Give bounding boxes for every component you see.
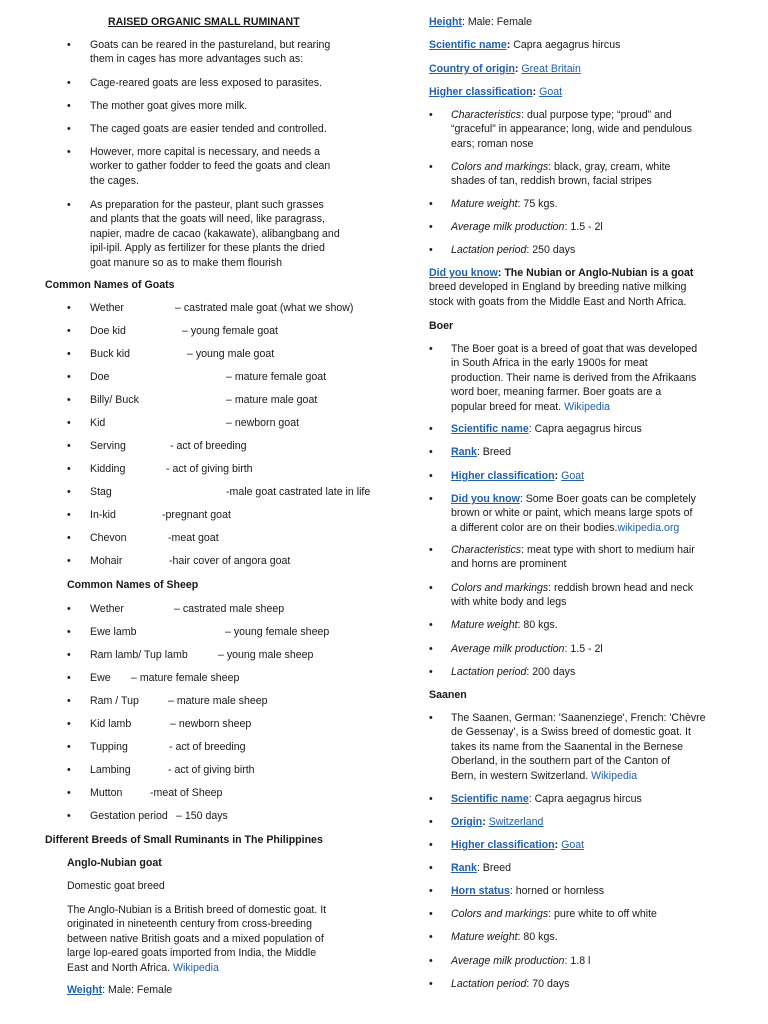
bullet-text <box>90 301 354 315</box>
anglo-nubian-description <box>67 903 326 975</box>
term: Doe <box>90 371 110 383</box>
term: In-kid <box>90 509 116 521</box>
anglo-did-you-know <box>429 266 693 309</box>
anglo-weight-row: Weight: Male: Female <box>67 984 173 996</box>
bullet-text <box>451 108 692 151</box>
bullet-text <box>451 445 511 459</box>
bullet-text <box>90 324 279 338</box>
bullet-text <box>90 694 268 708</box>
text: The Saanen, German: 'Saanenziege', French: 'Chèvre <box>451 712 706 724</box>
definition: – mature female sheep <box>131 672 240 684</box>
bullet-dot: • <box>429 666 433 678</box>
text-line: ears; roman nose <box>451 137 534 150</box>
horn-status-value: : horned or hornless <box>509 885 605 897</box>
scientific-name-link[interactable]: Scientific name <box>429 39 507 51</box>
bullet-dot: • <box>429 712 433 724</box>
bullet-text <box>90 671 240 685</box>
bullet-dot: • <box>67 123 71 135</box>
text-line <box>451 740 706 754</box>
text-line <box>67 932 326 946</box>
bullet-text <box>90 809 228 823</box>
text: popular breed for meat. <box>451 400 562 413</box>
wikipedia-link[interactable]: Wikipedia <box>173 961 219 974</box>
bullet-dot: • <box>67 718 71 730</box>
wikipedia-org-link[interactable]: wikipedia.org <box>617 521 680 534</box>
property-value: : 75 kgs. <box>517 198 558 210</box>
definition: – 150 days <box>176 810 228 822</box>
bullet-text <box>451 543 695 572</box>
bullet-text <box>90 38 330 67</box>
text-line <box>451 356 697 370</box>
bullet-dot: • <box>67 100 71 112</box>
property-value: : reddish brown head and neck <box>548 582 694 594</box>
bullet-dot: • <box>67 649 71 661</box>
text-line <box>451 371 697 385</box>
text-line: them in cages has more advantages such as: <box>90 53 304 66</box>
bullet-dot: • <box>429 978 433 990</box>
bullet-dot: • <box>67 672 71 684</box>
origin-value-link[interactable]: Switzerland <box>488 816 544 828</box>
text-line <box>451 725 706 739</box>
bullet-dot: • <box>67 302 71 314</box>
bullet-dot: • <box>429 816 433 828</box>
text: : Some Boer goats can be completely <box>519 493 696 505</box>
property-label: Colors and markings <box>451 908 549 920</box>
wikipedia-link[interactable]: Wikipedia <box>591 769 638 782</box>
sheep-names-heading: Common Names of Sheep <box>67 579 199 591</box>
bullet-text <box>451 977 569 991</box>
anglo-nubian-subheading: Domestic goat breed <box>67 880 165 892</box>
bullet-text <box>451 469 584 483</box>
property-label: Average milk production <box>451 643 565 655</box>
bullet-dot: • <box>67 509 71 521</box>
goat-link[interactable]: Goat <box>539 86 563 98</box>
property-label: Lactation period <box>451 978 527 990</box>
bullet-text <box>90 485 371 499</box>
bullet-text <box>90 99 247 113</box>
text-line: ipil-ipil. Apply as fertilizer for these plants the dried <box>90 242 325 255</box>
bullet-text <box>451 907 657 921</box>
text-line: Goats can be reared in the pastureland, but rearing <box>90 39 331 51</box>
term: Kid <box>90 417 106 429</box>
text-line: napier, madre de cacao (kakawate), alibangbang and <box>90 227 340 240</box>
text-line <box>429 295 693 309</box>
height-value: Male: Female <box>467 16 533 28</box>
text-line <box>67 903 326 917</box>
property-label: Mature weight <box>451 198 518 210</box>
property-value: : 250 days <box>526 244 576 256</box>
property-value: : 80 kgs. <box>517 619 558 631</box>
did-you-know-link[interactable]: Did you know <box>451 493 520 505</box>
bullet-text <box>90 416 300 430</box>
bullet-dot: • <box>429 343 433 355</box>
text: de Gessenay', is a Swiss breed of domestic goat. It <box>451 726 691 739</box>
bullet-text <box>90 370 327 384</box>
text: takes its name from the Saanental in the Bernese <box>451 740 684 753</box>
bullet-text <box>451 492 696 535</box>
text: The Boer goat is a breed of goat that was developed <box>451 343 698 355</box>
bullet-text <box>90 602 285 616</box>
text-line <box>451 506 696 520</box>
bullet-text <box>451 160 670 189</box>
bullet-dot: • <box>429 862 433 874</box>
higher-classification-link[interactable]: Higher classification <box>451 839 555 851</box>
bullet-text <box>451 220 603 234</box>
rank-link[interactable]: Rank <box>451 446 477 458</box>
term: Ram lamb/ Tup lamb <box>90 649 188 661</box>
definition: – mature male sheep <box>168 695 268 707</box>
definition: – newborn goat <box>226 417 300 429</box>
term: Mutton <box>90 787 123 799</box>
bullet-text <box>90 439 247 453</box>
definition: – castrated male sheep <box>174 603 285 615</box>
property-value: : 200 days <box>526 666 576 678</box>
text: : The Nubian or Anglo-Nubian is a goat <box>497 267 694 279</box>
bullet-dot: • <box>67 440 71 452</box>
definition: -hair cover of angora goat <box>169 555 291 567</box>
bullet-dot: • <box>67 146 71 158</box>
text-line <box>429 266 693 280</box>
saanen-heading: Saanen <box>429 689 467 701</box>
text: Bern, in western Switzerland. <box>451 769 589 782</box>
bullet-text <box>90 531 219 545</box>
bullet-text <box>90 347 275 361</box>
breeds-heading: Different Breeds of Small Ruminants in The Philippines <box>45 834 323 846</box>
bullet-text <box>90 145 330 188</box>
bullet-dot: • <box>429 109 433 121</box>
anglo-height-row: Height: Male: Female <box>429 16 533 28</box>
bullet-text <box>90 717 252 731</box>
bullet-dot: • <box>67 626 71 638</box>
definition: – young male sheep <box>218 649 314 661</box>
property-label: Colors and markings <box>451 161 549 173</box>
horn-status-link[interactable]: Horn status <box>451 885 510 897</box>
bullet-text <box>90 508 231 522</box>
bullet-dot: • <box>429 582 433 594</box>
term: Buck kid <box>90 348 131 360</box>
term: Kidding <box>90 463 126 475</box>
property-value: : 80 kgs. <box>517 931 558 943</box>
definition: – young male goat <box>187 348 275 360</box>
property-value: : 1.5 - 2l <box>564 221 603 233</box>
bullet-dot: • <box>429 244 433 256</box>
text-line: The caged goats are easier tended and controlled. <box>90 123 327 135</box>
text: a different color are on their bodies. <box>451 521 618 534</box>
bullet-text <box>451 342 697 414</box>
property-label: Colors and markings <box>451 582 549 594</box>
boer-heading: Boer <box>429 320 454 332</box>
property-value: : pure white to off white <box>548 908 657 920</box>
property-label: Lactation period <box>451 666 527 678</box>
bullet-dot: • <box>67 603 71 615</box>
text-line <box>451 754 706 768</box>
scientific-name-link[interactable]: Scientific name <box>451 793 529 805</box>
text-line: “graceful” in appearance; long, wide and pendulous <box>451 123 692 136</box>
bullet-dot: • <box>67 532 71 544</box>
text-line <box>67 917 326 931</box>
definition: -meat goat <box>168 532 219 544</box>
text: between native British goats and a mixed population of <box>67 932 324 945</box>
text: stock with goats from the Middle East and North Africa. <box>429 295 687 308</box>
property-value: : meat type with short to medium hair <box>521 544 695 556</box>
property-label: Average milk production <box>451 221 565 233</box>
bullet-dot: • <box>429 221 433 233</box>
property-value: : dual purpose type; “proud” and <box>521 109 672 121</box>
weight-link[interactable]: Weight <box>67 984 103 996</box>
weight-value: Male: Female <box>108 984 173 996</box>
bullet-dot: • <box>429 493 433 505</box>
bullet-dot: • <box>429 643 433 655</box>
text-line: Cage-reared goats are less exposed to parasites. <box>90 77 323 89</box>
term: Chevon <box>90 532 127 544</box>
bullet-text <box>90 462 253 476</box>
text-line: As preparation for the pasteur, plant such grasses <box>90 199 324 211</box>
bullet-dot: • <box>429 470 433 482</box>
bullet-dot: • <box>429 931 433 943</box>
text-line <box>451 385 697 399</box>
term: Doe kid <box>90 325 126 337</box>
term: Serving <box>90 440 126 452</box>
term: Billy/ Buck <box>90 394 139 406</box>
bullet-text <box>451 642 603 656</box>
scientific-name-value: Capra aegagrus hircus <box>513 39 621 51</box>
property-label: Characteristics <box>451 544 522 556</box>
term: Gestation period <box>90 810 168 822</box>
height-link[interactable]: Height <box>429 16 462 28</box>
rank-value: : Breed <box>476 862 512 874</box>
bullet-text <box>90 625 330 639</box>
bullet-dot: • <box>429 446 433 458</box>
bullet-dot: • <box>67 348 71 360</box>
bullet-text <box>451 838 584 852</box>
term: Wether <box>90 603 124 615</box>
text: in South Africa in the early 1900s for meat <box>451 357 648 370</box>
bullet-dot: • <box>67 325 71 337</box>
definition: – mature female goat <box>226 371 327 383</box>
definition: -male goat castrated late in life <box>226 486 371 498</box>
bullet-text <box>90 740 246 754</box>
bullet-dot: • <box>67 371 71 383</box>
text: East and North Africa. <box>67 961 171 974</box>
bullet-dot: • <box>67 417 71 429</box>
great-britain-link[interactable]: Great Britain <box>521 63 581 75</box>
did-you-know-link[interactable]: Did you know <box>429 267 498 279</box>
higher-classification-link[interactable]: Higher classification <box>451 470 555 482</box>
property-value: : 1.5 - 2l <box>564 643 603 655</box>
text-line <box>67 946 326 960</box>
bullet-dot: • <box>429 619 433 631</box>
text-line: the cages. <box>90 174 139 187</box>
bullet-text <box>451 422 642 436</box>
term: Stag <box>90 486 112 498</box>
bullet-text <box>451 618 558 632</box>
higher-classification-link[interactable]: Higher classification <box>429 86 533 98</box>
property-label: Lactation period <box>451 244 527 256</box>
text-line: and plants that the goats will need, like paragrass, <box>90 213 325 226</box>
text-line: shades of tan, reddish brown, facial stripes <box>451 175 652 188</box>
text-line <box>429 280 693 294</box>
term: Tupping <box>90 741 128 753</box>
bullet-dot: • <box>67 463 71 475</box>
text-line: and horns are prominent <box>451 558 567 571</box>
bullet-text <box>90 554 291 568</box>
rank-value: : Breed <box>476 446 512 458</box>
text-line: The mother goat gives more milk. <box>90 100 248 112</box>
bullet-text <box>451 665 575 679</box>
bullet-dot: • <box>429 793 433 805</box>
bullet-dot: • <box>429 908 433 920</box>
term: Kid lamb <box>90 718 132 730</box>
term: Mohair <box>90 555 123 567</box>
country-of-origin-link[interactable]: Country of origin <box>429 63 515 75</box>
term: Ewe lamb <box>90 626 137 638</box>
bullet-dot: • <box>67 555 71 567</box>
bullet-text <box>451 792 642 806</box>
page-title: RAISED ORGANIC SMALL RUMINANT <box>108 16 300 28</box>
text: brown or white or paint, which means large spots of <box>451 507 693 520</box>
bullet-dot: • <box>429 885 433 897</box>
bullet-dot: • <box>429 161 433 173</box>
bullet-dot: • <box>67 394 71 406</box>
definition: – young female goat <box>182 325 279 337</box>
bullet-text <box>451 884 604 898</box>
bullet-text <box>451 197 558 211</box>
anglo-origin-row: Country of origin: Great Britain <box>429 63 581 75</box>
higher-classification-value-link[interactable]: Goat <box>561 470 585 482</box>
definition: - act of giving birth <box>168 764 255 776</box>
text: originated in nineteenth century from cross-breeding <box>67 918 312 931</box>
rank-link[interactable]: Rank <box>451 862 477 874</box>
bullet-text <box>451 861 511 875</box>
anglo-classification-row: Higher classification: Goat <box>429 86 563 98</box>
bullet-text <box>90 648 314 662</box>
definition: -meat of Sheep <box>150 787 223 799</box>
definition: – young female sheep <box>225 626 330 638</box>
definition: -pregnant goat <box>162 509 231 521</box>
text-line <box>451 769 706 783</box>
anglo-nubian-heading: Anglo-Nubian goat <box>67 857 162 869</box>
text-line: with white body and legs <box>451 596 567 609</box>
text: Oberland, in the southern part of the Canton of <box>451 755 671 768</box>
bullet-dot: • <box>67 764 71 776</box>
bullet-text <box>451 243 575 257</box>
text: The Anglo-Nubian is a British breed of domestic goat. It <box>67 904 327 916</box>
text-line: worker to gather fodder to feed the goats and clean <box>90 160 331 173</box>
goat-names-heading: Common Names of Goats <box>45 279 175 291</box>
bullet-text <box>451 581 693 610</box>
property-label: Characteristics <box>451 109 522 121</box>
bullet-text <box>90 76 322 90</box>
bullet-text <box>90 786 223 800</box>
bullet-dot: • <box>67 199 71 211</box>
colon: : <box>554 839 562 851</box>
bullet-dot: • <box>67 695 71 707</box>
anglo-scientific-row: Scientific name: Capra aegagrus hircus <box>429 39 621 51</box>
bullet-text <box>90 198 340 270</box>
bullet-dot: • <box>429 198 433 210</box>
bullet-dot: • <box>429 955 433 967</box>
term: Wether <box>90 302 124 314</box>
definition: – castrated male goat (what we show) <box>175 302 354 314</box>
text-line <box>67 961 326 975</box>
bullet-dot: • <box>67 741 71 753</box>
text-line: goat manure so as to make them flourish <box>90 256 282 269</box>
bullet-text <box>451 815 543 829</box>
text: word boer, meaning farmer. Boer goats are a <box>451 386 662 399</box>
scientific-name-value: : Capra aegagrus hircus <box>528 793 642 805</box>
property-label: Average milk production <box>451 955 565 967</box>
definition: - act of breeding <box>169 741 246 753</box>
colon: : <box>482 816 489 828</box>
bullet-dot: • <box>429 544 433 556</box>
bullet-text <box>90 122 327 136</box>
definition: – mature male goat <box>226 394 318 406</box>
bullet-text <box>451 930 558 944</box>
property-value: : 70 days <box>526 978 570 990</box>
text-line: However, more capital is necessary, and needs a <box>90 146 321 158</box>
term: Ewe <box>90 672 111 684</box>
property-label: Mature weight <box>451 619 518 631</box>
bullet-dot: • <box>67 77 71 89</box>
bullet-dot: • <box>67 39 71 51</box>
higher-classification-value-link[interactable]: Goat <box>561 839 585 851</box>
text: large lop-eared goats imported from India, the Middle <box>67 947 317 960</box>
bullet-dot: • <box>67 486 71 498</box>
text-line <box>451 521 696 535</box>
bullet-dot: • <box>429 423 433 435</box>
bullet-dot: • <box>429 839 433 851</box>
scientific-name-value: : Capra aegagrus hircus <box>528 423 642 435</box>
text: production. Their name is derived from the Afrikaans <box>451 371 697 384</box>
property-value: : black, gray, cream, white <box>548 161 671 173</box>
scientific-name-link[interactable]: Scientific name <box>451 423 529 435</box>
definition: - act of giving birth <box>166 463 253 475</box>
bullet-text <box>90 763 255 777</box>
bullet-dot: • <box>67 787 71 799</box>
wikipedia-link[interactable]: Wikipedia <box>564 400 611 413</box>
origin-link[interactable]: Origin <box>451 816 483 828</box>
term: Ram / Tup <box>90 695 139 707</box>
property-value: : 1.8 l <box>564 955 591 967</box>
text: breed developed in England by breeding native milking <box>429 281 687 294</box>
term: Lambing <box>90 764 131 776</box>
bullet-dot: • <box>67 810 71 822</box>
property-label: Mature weight <box>451 931 518 943</box>
bullet-text <box>90 393 318 407</box>
definition: - act of breeding <box>170 440 247 452</box>
text-line <box>451 400 697 414</box>
definition: – newborn sheep <box>170 718 252 730</box>
bullet-text <box>451 954 590 968</box>
colon: : <box>554 470 562 482</box>
bullet-text <box>451 711 706 783</box>
